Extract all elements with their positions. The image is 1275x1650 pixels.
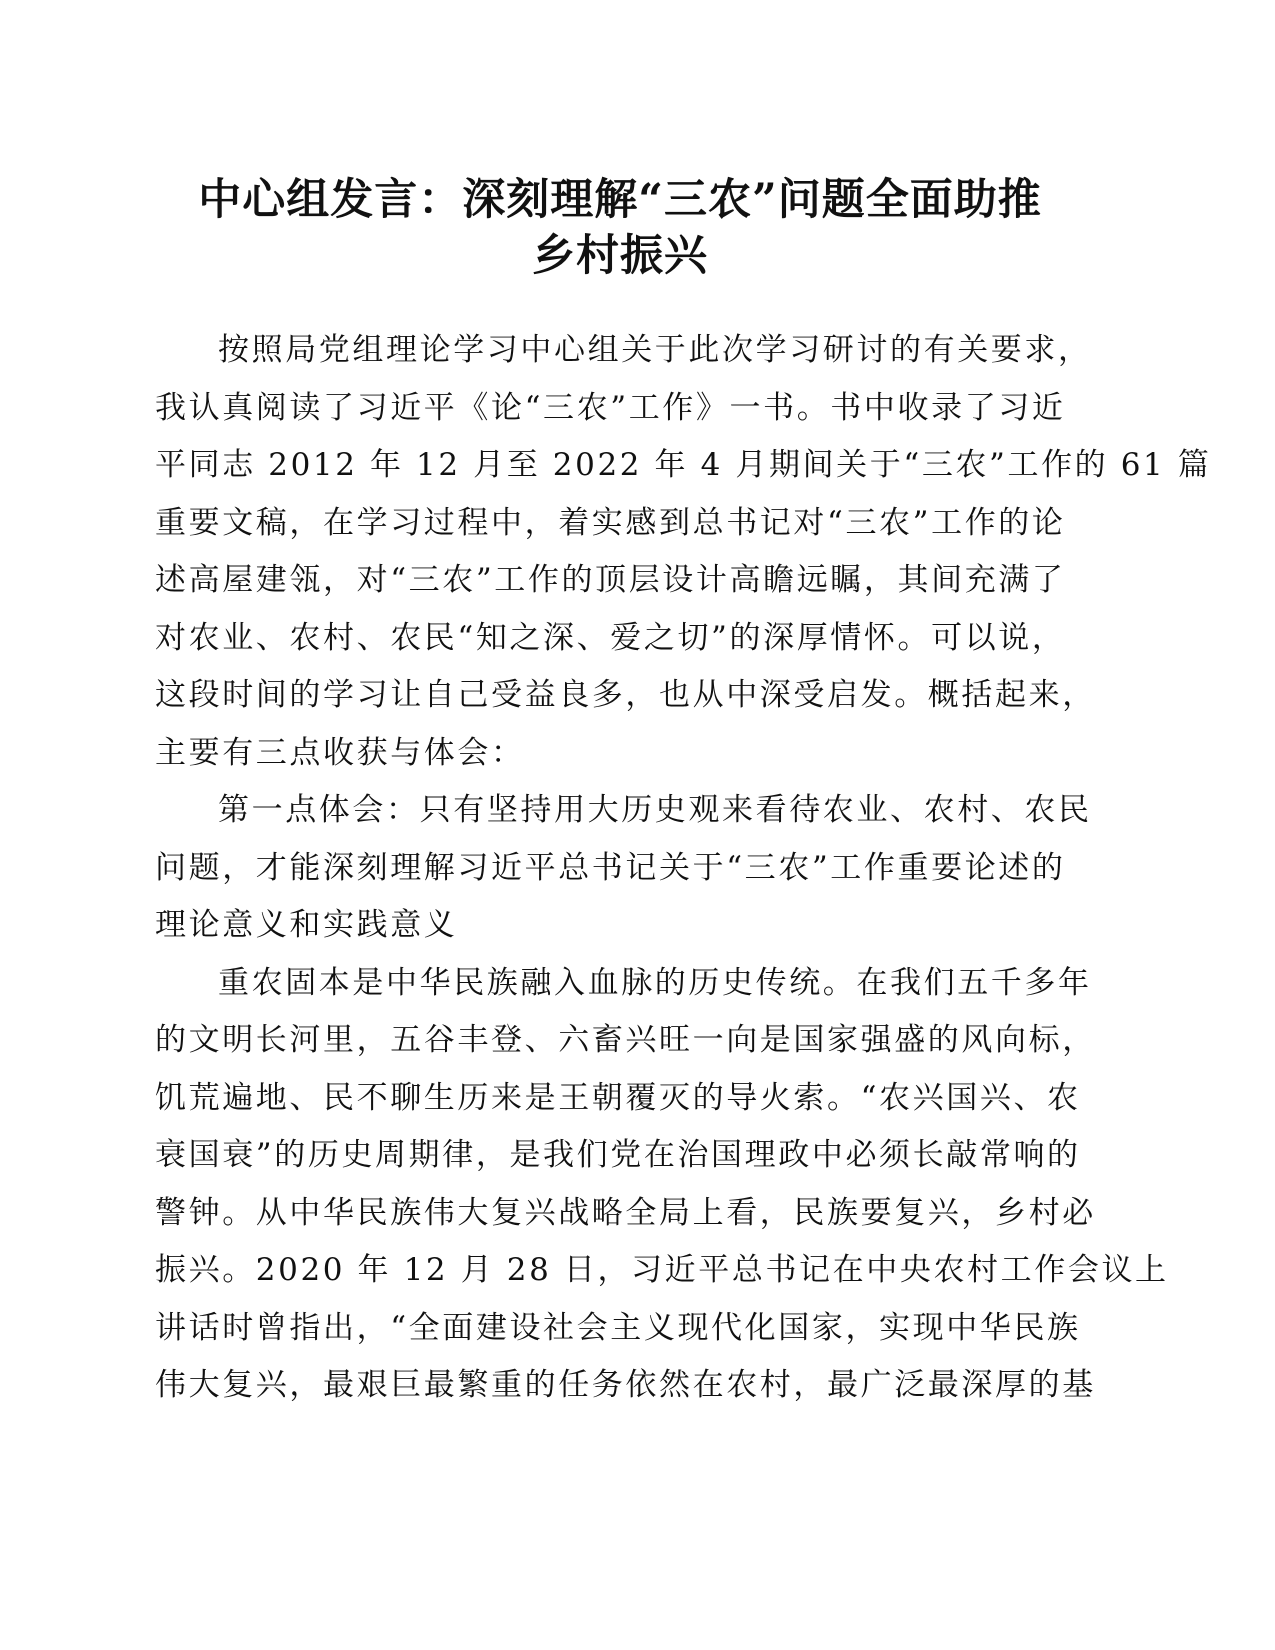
document-title	[150, 172, 1090, 284]
body-line: 振兴。2020 年 12 月 28 日，习近平总书记在中央农村工作会议上	[155, 1252, 1169, 1288]
document-body	[155, 322, 1212, 1415]
body-line: 平同志 2012 年 12 月至 2022 年 4 月期间关于“三农”工作的 61 篇	[155, 447, 1212, 483]
body-line: 讲话时曾指出，“全面建设社会主义现代化国家，实现中华民族	[155, 1309, 1081, 1346]
title-line-2: 乡村振兴	[532, 231, 708, 281]
body-line: 述高屋建瓴，对“三农”工作的顶层设计高瞻远瞩，其间充满了	[155, 562, 1066, 598]
paragraph-history-start: 重农固本是中华民族融入血脉的历史传统。在我们五千多年	[218, 964, 1092, 1001]
body-line: 主要有三点收获与体会：	[155, 734, 525, 771]
body-line: 对农业、农村、农民“知之深、爱之切”的深厚情怀。可以说，	[155, 619, 1066, 656]
section-heading-first-point: 第一点体会：只有坚持用大历史观来看待农业、农村、农民	[218, 792, 1092, 828]
title-line-1: 中心组发言：深刻理解“三农”问题全面助推	[198, 175, 1042, 225]
body-line: 警钟。从中华民族伟大复兴战略全局上看，民族要复兴，乡村必	[155, 1194, 1096, 1231]
body-line: 伟大复兴，最艰巨最繁重的任务依然在农村，最广泛最深厚的基	[155, 1367, 1096, 1403]
section-heading-line: 理论意义和实践意义	[155, 907, 458, 943]
body-line: 衰国衰”的历史周期律，是我们党在治国理政中必须长敲常响的	[155, 1137, 1081, 1173]
section-heading-line: 问题，才能深刻理解习近平总书记关于“三农”工作重要论述的	[155, 849, 1066, 886]
body-line: 重要文稿，在学习过程中，着实感到总书记对“三农”工作的论	[155, 504, 1066, 541]
body-line: 的文明长河里，五谷丰登、六畜兴旺一向是国家强盛的风向标，	[155, 1022, 1096, 1058]
body-line: 这段时间的学习让自己受益良多，也从中深受启发。概括起来，	[155, 677, 1096, 713]
body-line: 我认真阅读了习近平《论“三农”工作》一书。书中收录了习近	[155, 389, 1066, 426]
paragraph-intro-start: 按照局党组理论学习中心组关于此次学习研讨的有关要求，	[218, 332, 1092, 368]
body-line: 饥荒遍地、民不聊生历来是王朝覆灭的导火索。“农兴国兴、农	[155, 1079, 1081, 1116]
